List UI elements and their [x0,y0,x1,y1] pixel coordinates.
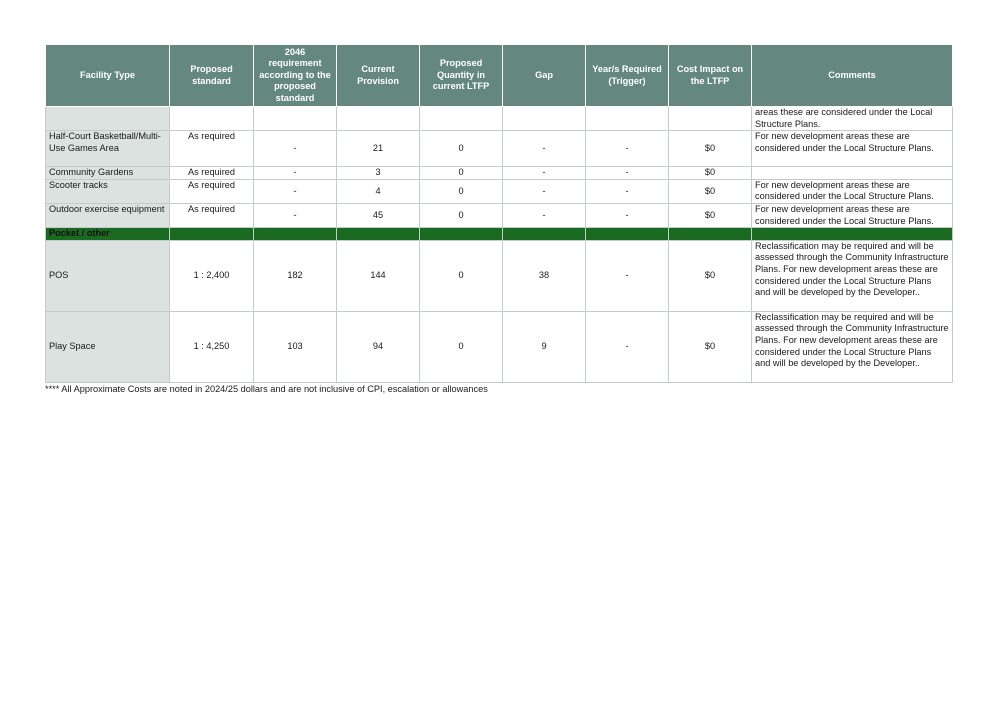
table-row [46,311,953,382]
document-page [45,44,952,395]
header-gap: Gap [503,45,586,107]
section-cell [254,228,337,241]
table-row [46,240,953,311]
cell-cost [669,107,752,131]
table-row [46,167,953,180]
cell-current: 144 [337,240,420,311]
cell-requirement: 103 [254,311,337,382]
cell-cost: $0 [669,311,752,382]
section-cell [420,228,503,241]
cell-facility: Scooter tracks [46,179,170,203]
table-row [46,131,953,167]
cell-proposed: 0 [420,240,503,311]
cell-current: 45 [337,203,420,227]
cell-comment [752,167,953,180]
cell-proposed: 0 [420,203,503,227]
cost-footnote: **** All Approximate Costs are noted in 2024/25 dollars and are not inclusive of CPI, escalation or allowances [45,383,488,394]
cell-current: 21 [337,131,420,167]
facility-table [45,44,953,383]
cell-standard: 1 : 4,250 [170,311,254,382]
cell-requirement: - [254,131,337,167]
header-2046-requirement: 2046 requirement according to the proposed standard [254,45,337,107]
cell-gap: 38 [503,240,586,311]
cell-gap: - [503,131,586,167]
cell-facility: POS [46,240,170,311]
cell-year: - [586,131,669,167]
section-cell [170,228,254,241]
table-row [46,179,953,203]
cell-proposed: 0 [420,311,503,382]
cell-comment: areas these are considered under the Local Structure Plans. [752,107,953,131]
cell-current [337,107,420,131]
header-comments: Comments [752,45,953,107]
cell-year: - [586,167,669,180]
table-row-continuation [46,107,953,131]
cell-current: 4 [337,179,420,203]
cell-proposed: 0 [420,179,503,203]
section-cell [503,228,586,241]
cell-year [586,107,669,131]
header-proposed-standard: Proposed standard [170,45,254,107]
cell-facility: Play Space [46,311,170,382]
cell-comment: For new development areas these are considered under the Local Structure Plans. [752,131,953,167]
header-proposed-quantity: Proposed Quantity in current LTFP [420,45,503,107]
cell-cost: $0 [669,240,752,311]
cell-facility: Half-Court Basketball/Multi-Use Games Area [46,131,170,167]
cell-standard [170,107,254,131]
section-cell [337,228,420,241]
cell-cost: $0 [669,131,752,167]
cell-gap: - [503,203,586,227]
cell-standard: As required [170,203,254,227]
cell-cost: $0 [669,203,752,227]
cell-gap [503,107,586,131]
cell-gap: 9 [503,311,586,382]
header-year-required: Year/s Required (Trigger) [586,45,669,107]
cell-proposed: 0 [420,167,503,180]
cell-requirement: 182 [254,240,337,311]
cell-current: 3 [337,167,420,180]
cell-standard: As required [170,167,254,180]
cell-requirement: - [254,167,337,180]
cell-comment: Reclassification may be required and will be assessed through the Community Infrastructure Plans. For new development areas these are considered under the Local Structure Plans and will be developed by the Developer.. [752,311,953,382]
header-current-provision: Current Provision [337,45,420,107]
cell-requirement: - [254,179,337,203]
cell-comment: Reclassification may be required and will be assessed through the Community Infrastructure Plans. For new development areas these are considered under the Local Structure Plans and will be developed by the Developer.. [752,240,953,311]
cell-year: - [586,311,669,382]
cell-facility: Community Gardens [46,167,170,180]
section-cell [669,228,752,241]
cell-requirement: - [254,203,337,227]
section-row-pocket-other [46,228,953,241]
cell-standard: As required [170,179,254,203]
cell-standard: 1 : 2,400 [170,240,254,311]
cell-gap: - [503,167,586,180]
cell-cost: $0 [669,167,752,180]
section-cell [752,228,953,241]
cell-requirement [254,107,337,131]
table-header-row [46,45,953,107]
cell-proposed: 0 [420,131,503,167]
cell-year: - [586,203,669,227]
cell-facility [46,107,170,131]
section-cell [586,228,669,241]
table-row [46,203,953,227]
section-label: Pocket / other [46,228,170,241]
header-cost-impact: Cost Impact on the LTFP [669,45,752,107]
cell-proposed [420,107,503,131]
cell-facility: Outdoor exercise equipment [46,203,170,227]
cell-cost: $0 [669,179,752,203]
cell-comment: For new development areas these are considered under the Local Structure Plans. [752,179,953,203]
cell-year: - [586,240,669,311]
cell-standard: As required [170,131,254,167]
cell-current: 94 [337,311,420,382]
cell-year: - [586,179,669,203]
cell-gap: - [503,179,586,203]
cell-comment: For new development areas these are considered under the Local Structure Plans. [752,203,953,227]
header-facility-type: Facility Type [46,45,170,107]
